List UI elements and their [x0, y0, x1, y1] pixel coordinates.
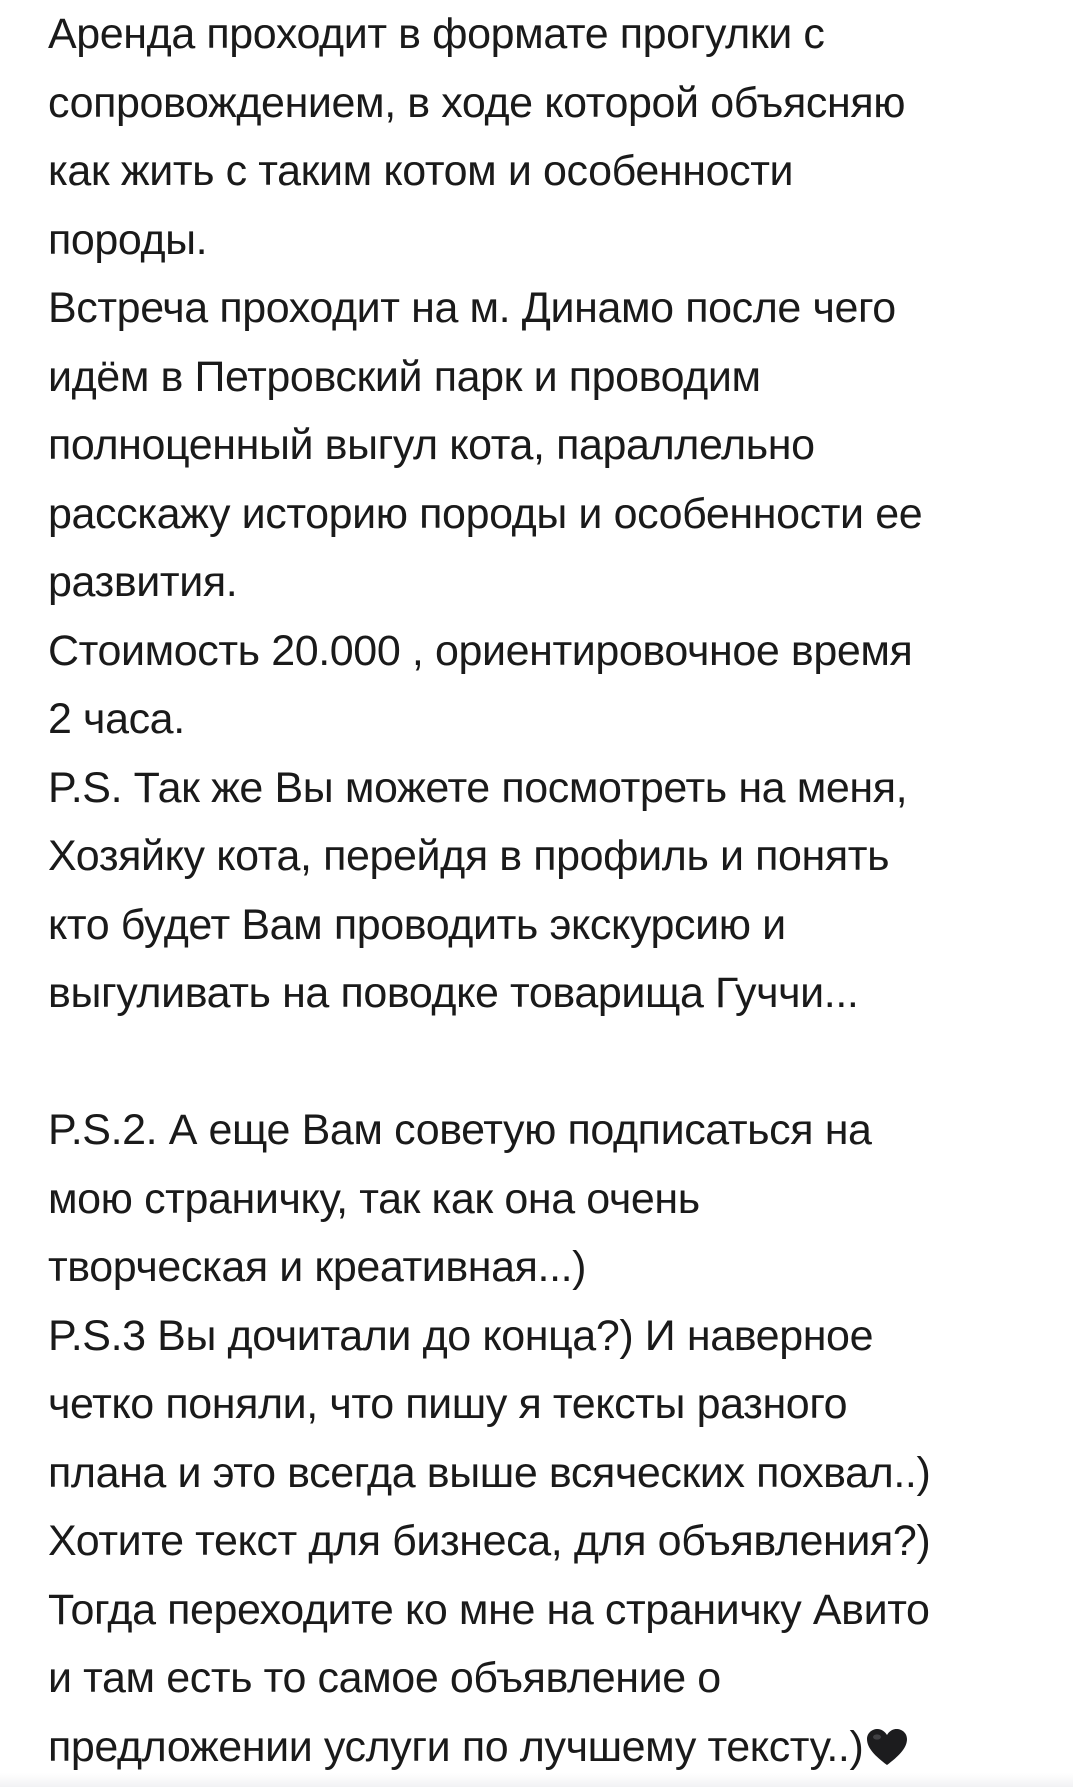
description-line-26: [48, 1713, 1038, 1782]
description-line-19: творческая и креативная...): [48, 1243, 587, 1291]
description-line-13: Хозяйку кота, перейдя в профиль и понять: [48, 832, 890, 880]
description-line-7: полноценный выгул кота, параллельно: [48, 421, 815, 469]
description-line-17: P.S.2. А еще Вам советую подписаться на: [48, 1106, 872, 1154]
description-line-24: Тогда переходите ко мне на страничку Авито: [48, 1585, 930, 1634]
description-line-3: как жить с таким котом и особенности: [48, 147, 794, 195]
description-line-14: кто будет Вам проводить экскурсию и: [48, 900, 786, 949]
description-line-11: 2 часа.: [48, 695, 185, 743]
bottom-edge: [0, 1773, 1073, 1787]
description-line-2: сопровождением, в ходе которой объясняю: [48, 78, 906, 127]
description-line-18: мою страничку, так как она очень: [48, 1174, 700, 1223]
description-line-9: развития.: [48, 558, 238, 606]
description-line-4: породы.: [48, 215, 208, 264]
description-line-26-text: предложении услуги по лучшему тексту..): [48, 1722, 864, 1771]
description-line-25: и там есть то самое объявление о: [48, 1654, 721, 1702]
description-line-1: Аренда проходит в формате прогулки с: [48, 10, 825, 58]
description-line-10: Стоимость 20.000 , ориентировочное время: [48, 626, 913, 675]
ad-description-text: [48, 0, 1038, 1781]
description-line-6: идём в Петровский парк и проводим: [48, 352, 761, 401]
description-line-22: плана и это всегда выше всяческих похвал..): [48, 1448, 931, 1497]
description-line-15: выгуливать на поводке товарища Гуччи...: [48, 969, 859, 1017]
description-blank-line: [48, 1028, 1038, 1097]
description-line-5: Встреча проходит на м. Динамо после чего: [48, 284, 896, 332]
description-line-23: Хотите текст для бизнеса, для объявления?): [48, 1517, 931, 1565]
description-line-20: P.S.3 Вы дочитали до конца?) И наверное: [48, 1311, 874, 1360]
description-line-21: четко поняли, что пишу я тексты разного: [48, 1380, 848, 1428]
description-line-12: P.S. Так же Вы можете посмотреть на меня,: [48, 763, 908, 812]
description-line-8: расскажу историю породы и особенности ее: [48, 489, 923, 538]
